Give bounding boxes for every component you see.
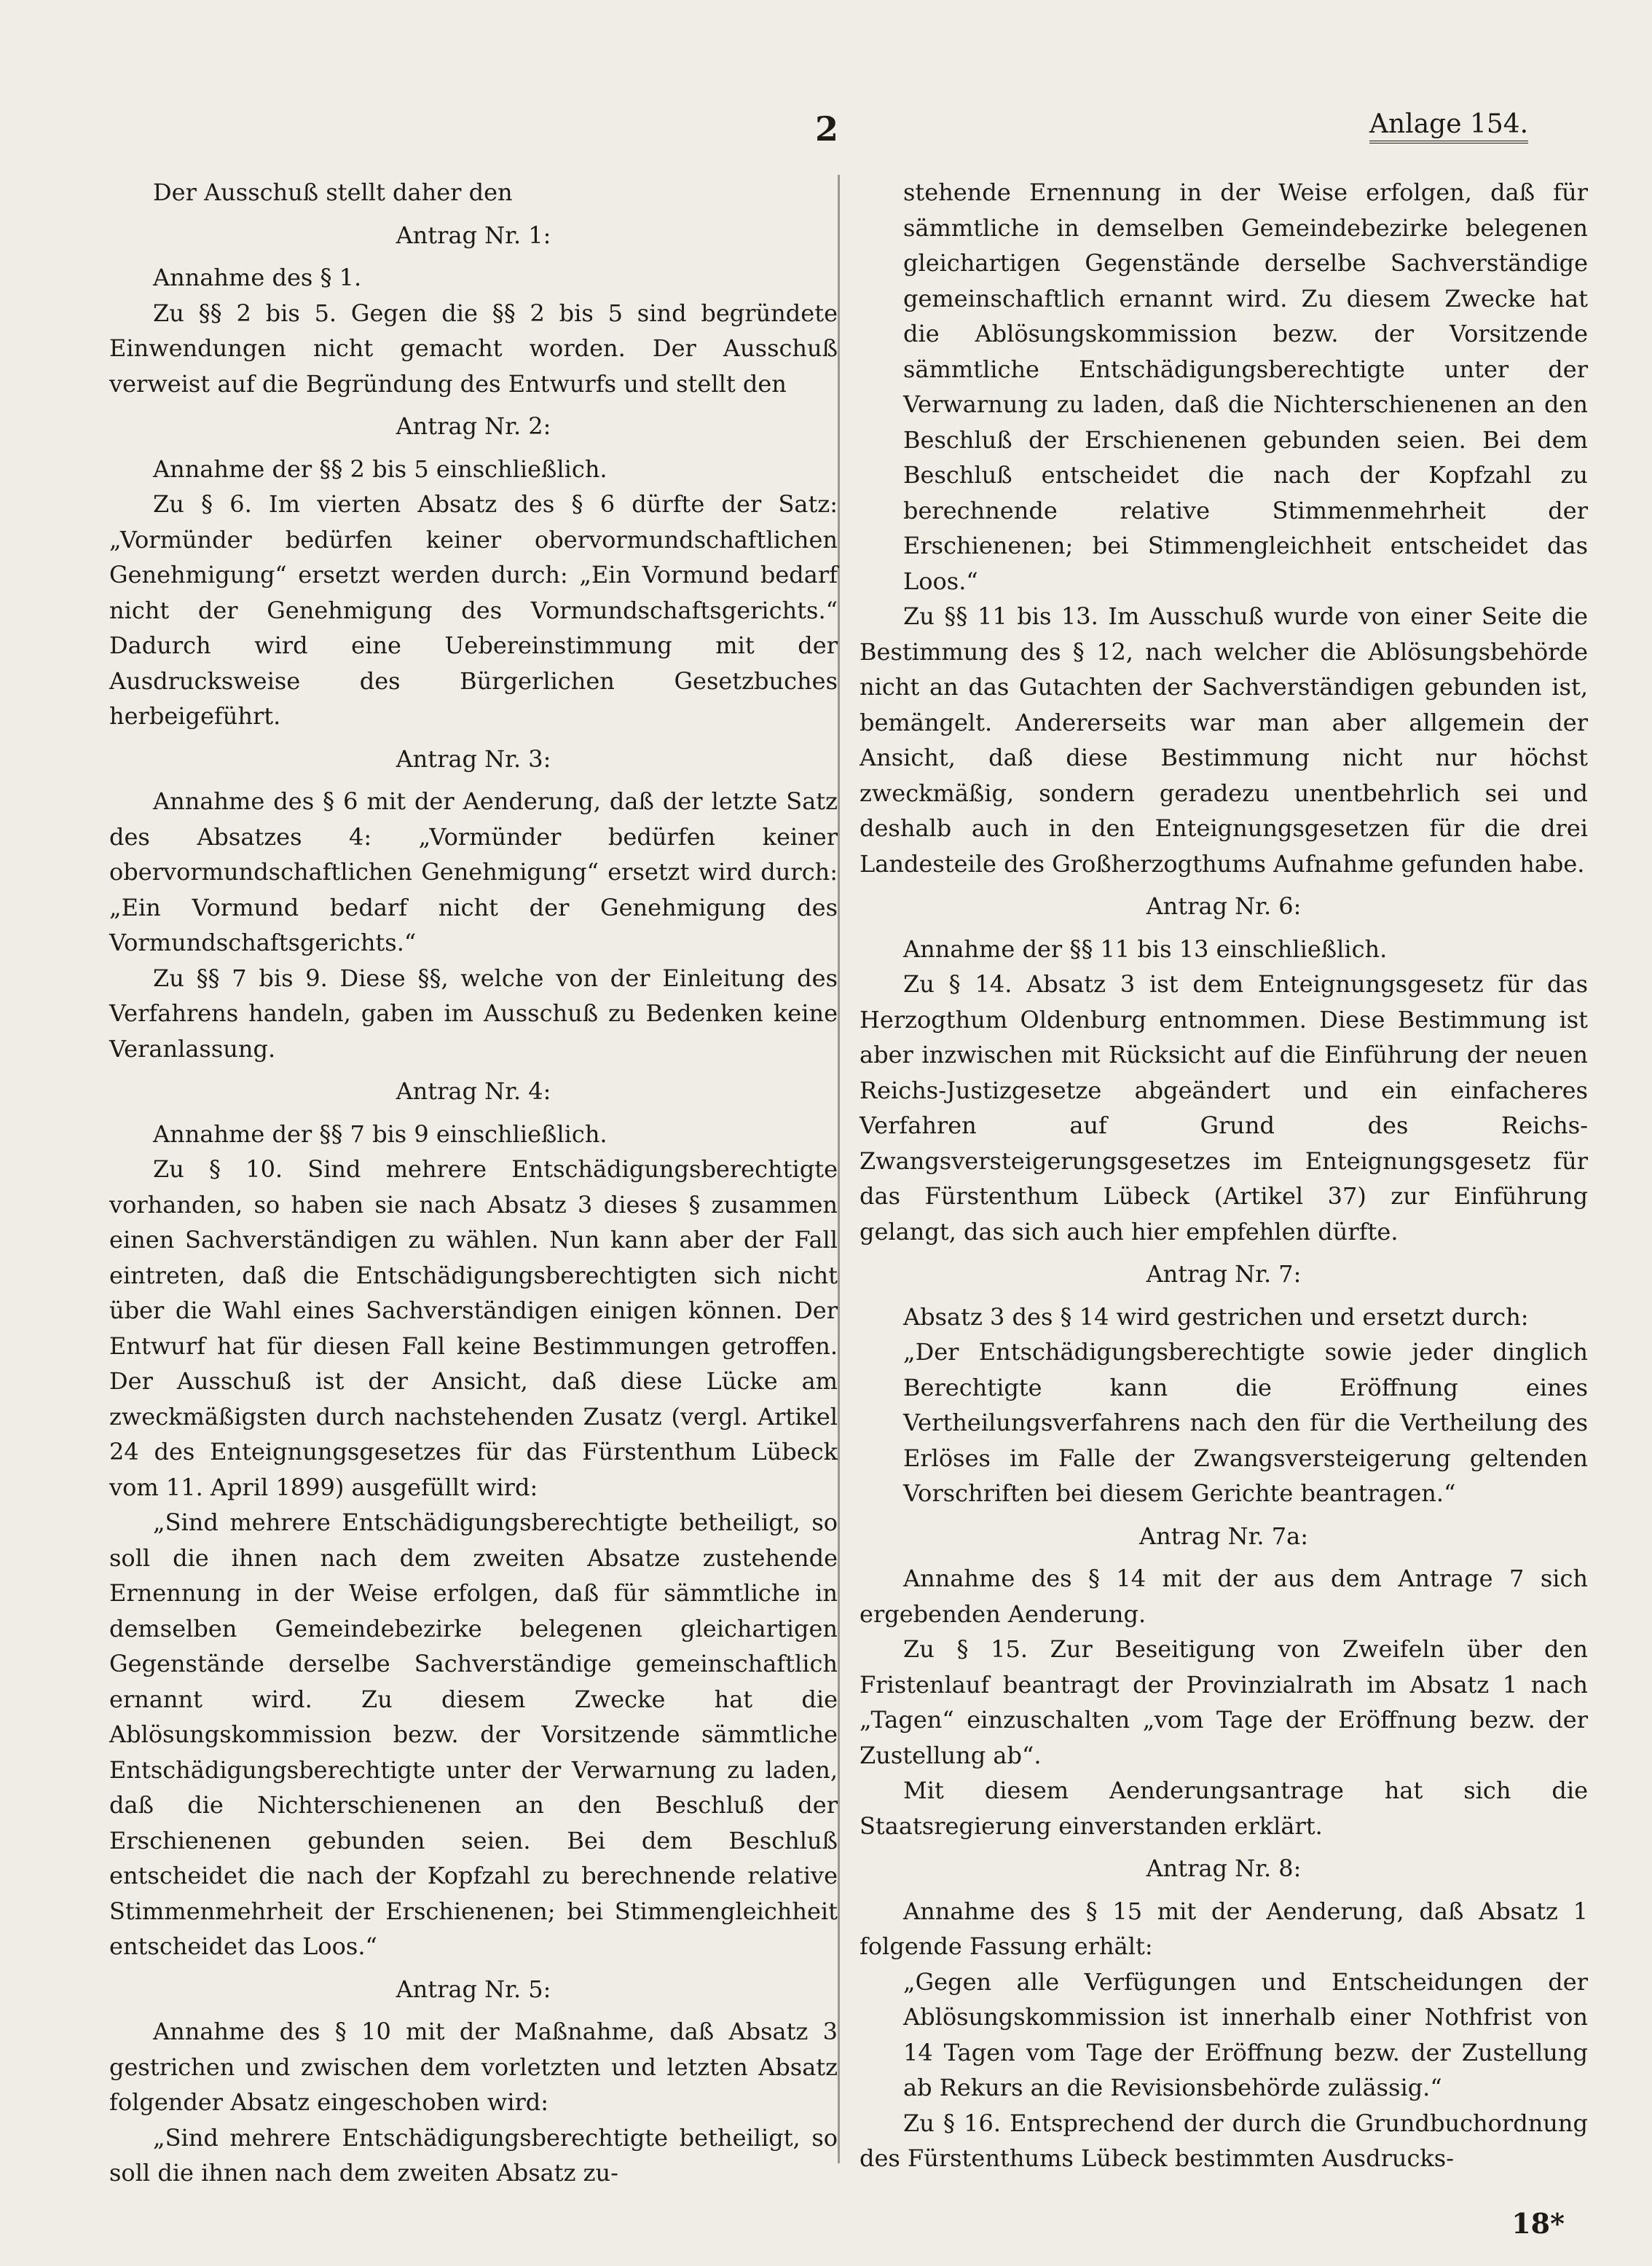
page-number: 2 [814,109,838,149]
paragraph: Annahme des § 15 mit der Aenderung, daß Absatz 1 folgende Fassung erhält: [860,1897,1588,1960]
paragraph: stehende Ernennung in der Weise erfolgen, daß für sämmtliche in demselben Gemeindebezirke belegenen gleichartigen Gegenstände derselbe Sachverständige gemeinschaftlich ernannt wird. Zu diesem Zwecke hat die Ablösungskommission bezw. der Vorsitzende sämmtliche Entschädigungsberechtigte unter der Verwarnung zu laden, daß die Nichterschienenen an den Beschluß der Erschienenen gebunden seien. Bei dem Beschluß entscheidet die nach der Kopfzahl zu berechnende relative Stimmenmehrheit der Erschienenen; bei Stimmengleichheit entscheidet das Loos.“ [903,178,1588,595]
paragraph: Annahme der §§ 11 bis 13 einschließlich. [903,935,1388,963]
paragraph: Annahme der §§ 2 bis 5 einschließlich. [153,455,607,483]
paragraph: Zu § 10. Sind mehrere Entschädigungsberechtigte vorhanden, so haben sie nach Absatz 3 dieses § zusammen einen Sachverständigen zu wählen. Nun kann aber der Fall eintreten, daß die Entschädigungsberechtigten sich nicht über die Wahl eines Sachverständigen einigen können. Der Entwurf hat für diesen Fall keine Bestimmungen getroffen. Der Ausschuß ist der Ansicht, daß diese Lücke am zweckmäßigsten durch nachstehenden Zusatz (vergl. Artikel 24 des Enteignungsgesetzes für das Fürstenthum Lübeck vom 11. April 1899) ausgefüllt wird: [109,1155,838,1501]
motion-heading: Antrag Nr. 4: [396,1077,551,1105]
motion-heading: Antrag Nr. 8: [1146,1854,1302,1882]
paragraph: „Sind mehrere Entschädigungsberechtigte betheiligt, so soll die ihnen nach dem zweiten Absatz zu- [109,2123,838,2187]
paragraph: Zu §§ 2 bis 5. Gegen die §§ 2 bis 5 sind begründete Einwendungen nicht gemacht worden. Der Ausschuß verweist auf die Begründung des Entwurfs und stellt den [109,299,838,398]
paragraph: Annahme des § 6 mit der Aenderung, daß der letzte Satz des Absatzes 4: „Vormünder bedürfen keiner obervormundschaftlichen Genehmigung“ ersetzt wird durch: „Ein Vormund bedarf nicht der Genehmigung des Vormundschaftsgerichts.“ [109,787,838,956]
paragraph: Annahme des § 1. [153,264,362,291]
paragraph: Mit diesem Aenderungsantrage hat sich die Staatsregierung einverstanden erklärt. [860,1777,1588,1840]
paragraph: Zu §§ 7 bis 9. Diese §§, welche von der Einleitung des Verfahrens handeln, gaben im Ausschuß zu Bedenken keine Veranlassung. [109,964,838,1063]
paragraph: Absatz 3 des § 14 wird gestrichen und ersetzt durch: [903,1302,1529,1331]
paragraph: Der Ausschuß stellt daher den [153,178,513,206]
paragraph: Zu §§ 11 bis 13. Im Ausschuß wurde von einer Seite die Bestimmung des § 12, nach welcher die Ablösungsbehörde nicht an das Gutachten der Sachverständigen gebunden ist, bemängelt. Andererseits war man aber allgemein der Ansicht, daß diese Bestimmung nicht nur höchst zweckmäßig, sondern geradezu unentbehrlich sei und deshalb auch in den Enteignungsgesetzen für die drei Landesteile des Großherzogthums Aufnahme gefunden habe. [860,602,1588,878]
motion-heading: Antrag Nr. 5: [396,1975,551,2003]
column-divider [838,175,840,2163]
right-column [860,175,1588,2176]
paragraph: „Gegen alle Verfügungen und Entscheidungen der Ablösungskommission ist innerhalb einer Nothfrist von 14 Tagen vom Tage der Eröffnung bezw. der Zustellung ab Rekurs an die Revisionsbehörde zulässig.“ [903,1967,1588,2101]
paragraph: Annahme des § 14 mit der aus dem Antrage 7 sich ergebenden Aenderung. [860,1565,1588,1628]
motion-heading: Antrag Nr. 7a: [1139,1522,1308,1550]
motion-heading: Antrag Nr. 1: [396,221,551,249]
paragraph: „Der Entschädigungsberechtigte sowie jeder dinglich Berechtigte kann die Eröffnung eines Vertheilungsverfahrens nach den für die Vertheilung des Erlöses im Falle der Zwangsversteigerung geltenden Vorschriften bei diesem Gerichte beantragen.“ [903,1338,1588,1507]
motion-heading: Antrag Nr. 3: [396,744,551,773]
paragraph: Annahme der §§ 7 bis 9 einschließlich. [153,1120,607,1148]
motion-heading: Antrag Nr. 6: [1146,892,1302,920]
motion-heading: Antrag Nr. 7: [1146,1260,1302,1288]
paragraph: Zu § 16. Entsprechend der durch die Grundbuchordnung des Fürstenthums Lübeck bestimmten Ausdrucks- [860,2109,1588,2172]
signature-mark: 18* [1511,2207,1565,2240]
paragraph: Annahme des § 10 mit der Maßnahme, daß Absatz 3 gestrichen und zwischen dem vorletzten und letzten Absatz folgender Absatz eingeschoben wird: [109,2018,838,2116]
paragraph: „Sind mehrere Entschädigungsberechtigte betheiligt, so soll die ihnen nach dem zweiten Absatze zustehende Ernennung in der Weise erfolgen, daß für sämmtliche in demselben Gemeindebezirke belegenen gleichartigen Gegenstände derselbe Sachverständige gemeinschaftlich ernannt wird. Zu diesem Zwecke hat die Ablösungskommission bezw. der Vorsitzende sämmtliche Entschädigungsberechtigte unter der Verwarnung zu laden, daß die Nichterschienenen an den Beschluß der Erschienenen gebunden seien. Bei dem Beschluß entscheidet die nach der Kopfzahl zu berechnende relative Stimmenmehrheit der Erschienenen; bei Stimmengleichheit entscheidet das Loos.“ [109,1508,838,1960]
annex-label: Anlage 154. [1369,109,1528,143]
paragraph: Zu § 6. Im vierten Absatz des § 6 dürfte der Satz: „Vormünder bedürfen keiner obervormundschaftlichen Genehmigung“ ersetzt werden durch: „Ein Vormund bedarf nicht der Genehmigung des Vormundschaftsgerichts.“ Dadurch wird eine Uebereinstimmung mit der Ausdrucksweise des Bürgerlichen Gesetzbuches herbeigeführt. [109,490,838,730]
motion-heading: Antrag Nr. 2: [396,412,551,440]
paragraph: Zu § 15. Zur Beseitigung von Zweifeln über den Fristenlauf beantragt der Provinzialrath im Absatz 1 nach „Tagen“ einzuschalten „vom Tage der Eröffnung bezw. der Zustellung ab“. [860,1635,1588,1769]
paragraph: Zu § 14. Absatz 3 ist dem Enteignungsgesetz für das Herzogthum Oldenburg entnommen. Diese Bestimmung ist aber inzwischen mit Rücksicht auf die Einführung der neuen Reichs-Justizgesetze abgeändert und ein einfacheres Verfahren auf Grund des Reichs-Zwangsversteigerungsgesetzes im Enteignungsgesetz für das Fürstenthum Lübeck (Artikel 37) zur Einführung gelangt, das sich auch hier empfehlen dürfte. [860,970,1588,1246]
left-column [109,175,838,2191]
